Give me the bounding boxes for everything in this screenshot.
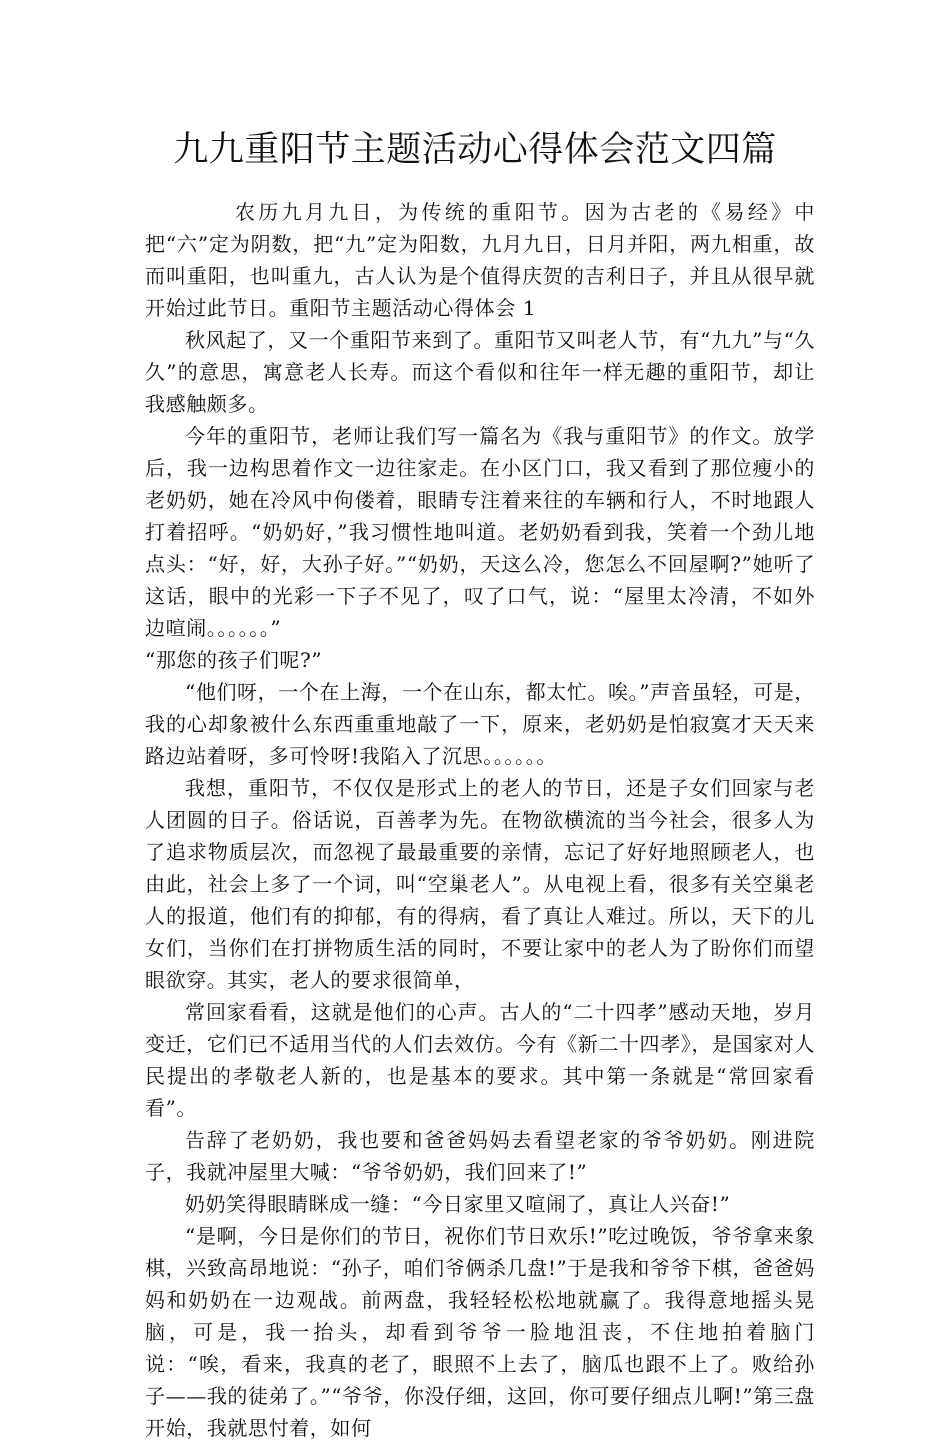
paragraph: 奶奶笑得眼睛眯成一缝：“今日家里又喧闹了，真让人兴奋!” — [185, 1192, 731, 1216]
paragraph: 常回家看看，这就是他们的心声。古人的“二十四孝”感动天地，岁月变迁，它们已不适用当代的人们去效仿。今有《新二十四孝》，是国家对人民提出的孝敬老人新的，也是基本的要求。其中第一条就是“常回家看看”。 — [145, 1000, 815, 1120]
paragraph: “那您的孩子们呢?” — [145, 648, 323, 672]
document-body — [145, 196, 815, 1444]
paragraph: 告辞了老奶奶，我也要和爸爸妈妈去看望老家的爷爷奶奶。刚进院子，我就冲屋里大喊：“爷爷奶奶，我们回来了!” — [145, 1128, 815, 1184]
paragraph: 秋风起了，又一个重阳节来到了。重阳节又叫老人节，有“九九”与“久久”的意思，寓意老人长寿。而这个看似和往年一样无趣的重阳节，却让我感触颇多。 — [145, 328, 815, 416]
paragraph: “是啊，今日是你们的节日，祝你们节日欢乐!”吃过晚饭，爷爷拿来象棋，兴致高昂地说：“孙子，咱们爷俩杀几盘!”于是我和爷爷下棋，爸爸妈妈和奶奶在一边观战。前两盘，我轻轻松松地就赢了。我得意地摇头晃脑，可是，我一抬头，却看到爷爷一脸地沮丧，不住地拍着脑门说：“唉，看来，我真的老了，眼照不上去了，脑瓜也跟不上了。败给孙子——我的徒弟了。”“爷爷，你没仔细，这回，你可要仔细点儿啊!”第三盘开始，我就思忖着，如何 — [145, 1224, 815, 1440]
paragraph: 农历九月九日，为传统的重阳节。因为古老的《易经》中把“六”定为阴数，把“九”定为阳数，九月九日，日月并阳，两九相重，故而叫重阳，也叫重九，古人认为是个值得庆贺的吉利日子，并且从很早就开始过此节日。重阳节主题活动心得体会 1 — [145, 200, 815, 320]
paragraph: 我想，重阳节，不仅仅是形式上的老人的节日，还是子女们回家与老人团圆的日子。俗话说，百善孝为先。在物欲横流的当今社会，很多人为了追求物质层次，而忽视了最最重要的亲情，忘记了好好地照顾老人，也由此，社会上多了一个词，叫“空巢老人”。从电视上看，很多有关空巢老人的报道，他们有的抑郁，有的得病，看了真让人难过。所以，天下的儿女们，当你们在打拼物质生活的同时，不要让家中的老人为了盼你们而望眼欲穿。其实，老人的要求很简单， — [145, 776, 815, 992]
document-title: 九九重阳节主题活动心得体会范文四篇 — [173, 130, 777, 170]
paragraph: 今年的重阳节，老师让我们写一篇名为《我与重阳节》的作文。放学后，我一边构思着作文一边往家走。在小区门口，我又看到了那位瘦小的老奶奶，她在冷风中佝偻着，眼睛专注着来往的车辆和行人，不时地跟人打着招呼。“奶奶好，”我习惯性地叫道。老奶奶看到我，笑着一个劲儿地点头：“好，好，大孙子好。”“奶奶，天这么冷，您怎么不回屋啊?”她听了这话，眼中的光彩一下子不见了，叹了口气，说：“屋里太冷清，不如外边喧闹。。。。。。” — [145, 424, 815, 640]
paragraph: “他们呀，一个在上海，一个在山东，都太忙。唉。”声音虽轻，可是，我的心却象被什么东西重重地敲了一下，原来，老奶奶是怕寂寞才天天来路边站着呀，多可怜呀!我陷入了沉思。。。。。。 — [145, 680, 815, 768]
